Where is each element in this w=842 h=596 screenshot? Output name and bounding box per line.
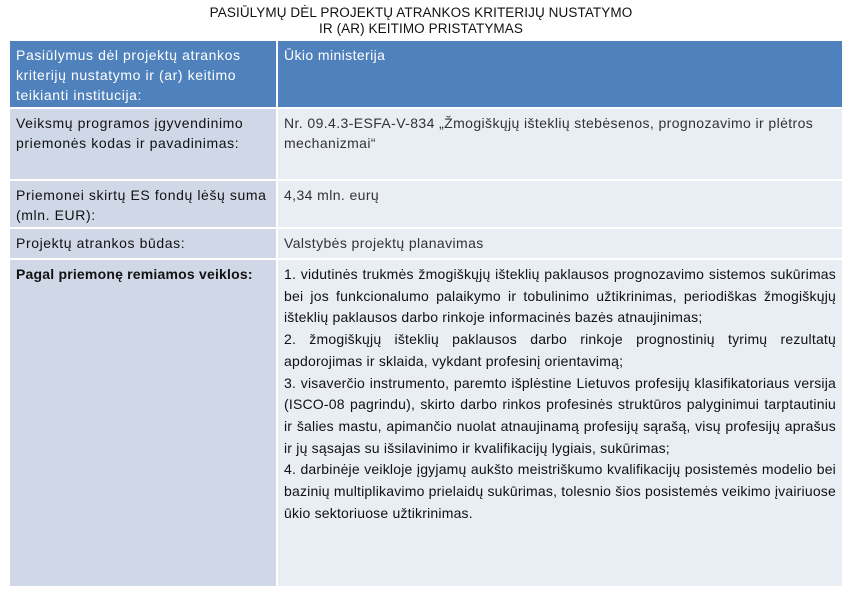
row-value-measure: Nr. 09.4.3-ESFA-V-834 „Žmogiškųjų išteklių stebėsenos, prognozavimo ir plėtros mechanizmai“ (276, 109, 842, 179)
table-row (10, 181, 842, 229)
row-value-institution: Ūkio ministerija (276, 41, 842, 107)
activity-item-4: 4. darbinėje veikloje įgyjamų aukšto meistriškumo kvalifikacijų posistemės modelio bei bazinių multiplikavimo prielaidų sukūrimas, tolesnio šios posistemės veikimo įvairiuose ūkio sektoriuose užtikrinimas. (284, 461, 836, 521)
activity-item-2: 2. žmogiškųjų išteklių paklausos darbo rinkoje prognostinių tyrimų rezultatų apdorojimas ir sklaida, vykdant profesinį orientavimą; (284, 331, 836, 369)
row-value-selection: Valstybės projektų planavimas (276, 229, 842, 258)
table-row (10, 229, 842, 260)
table-row (10, 109, 842, 181)
table-row (10, 41, 842, 109)
activity-item-1: 1. vidutinės trukmės žmogiškųjų išteklių paklausos prognozavimo sistemos sukūrimas bei jos funkcionalumo palaikymo ir tobulinimo užtikrinimas, periodiškas žmogiškųjų išteklių paklausos darbo rinkoje informacinės bazės atnaujinimas; (284, 266, 836, 326)
title-line-2: IR (AR) KEITIMO PRISTATYMAS (319, 21, 523, 36)
activity-item-3: 3. visaverčio instrumento, paremto išplėstine Lietuvos profesijų klasifikatoriaus versija (ISCO-08 pagrindu), skirto darbo rinkos profesinės struktūros palyginimui tarptautiniu ir šalies mastu, apimančio nuolat atnaujinamą profesijų sąrašą, visų profesijų aprašus ir jų sąsajas su išsilavinimo ir kvalifikacijų lygiais, sukūrimas; (284, 374, 836, 456)
row-label-institution: Pasiūlymus dėl projektų atrankos kriterijų nustatymo ir (ar) keitimo teikianti institucija: (10, 41, 276, 107)
row-value-funds: 4,34 mln. eurų (276, 181, 842, 227)
row-value-activities (276, 260, 842, 586)
row-label-funds: Priemonei skirtų ES fondų lėšų suma (mln. EUR): (10, 181, 276, 227)
row-label-selection: Projektų atrankos būdas: (10, 229, 276, 258)
row-label-activities: Pagal priemonę remiamos veiklos: (10, 260, 276, 586)
page-title (0, 5, 842, 37)
row-label-measure: Veiksmų programos įgyvendinimo priemonės kodas ir pavadinimas: (10, 109, 276, 179)
table-row (10, 260, 842, 588)
criteria-table (10, 41, 842, 588)
title-line-1: PASIŪLYMŲ DĖL PROJEKTŲ ATRANKOS KRITERIJŲ NUSTATYMO (209, 5, 633, 20)
